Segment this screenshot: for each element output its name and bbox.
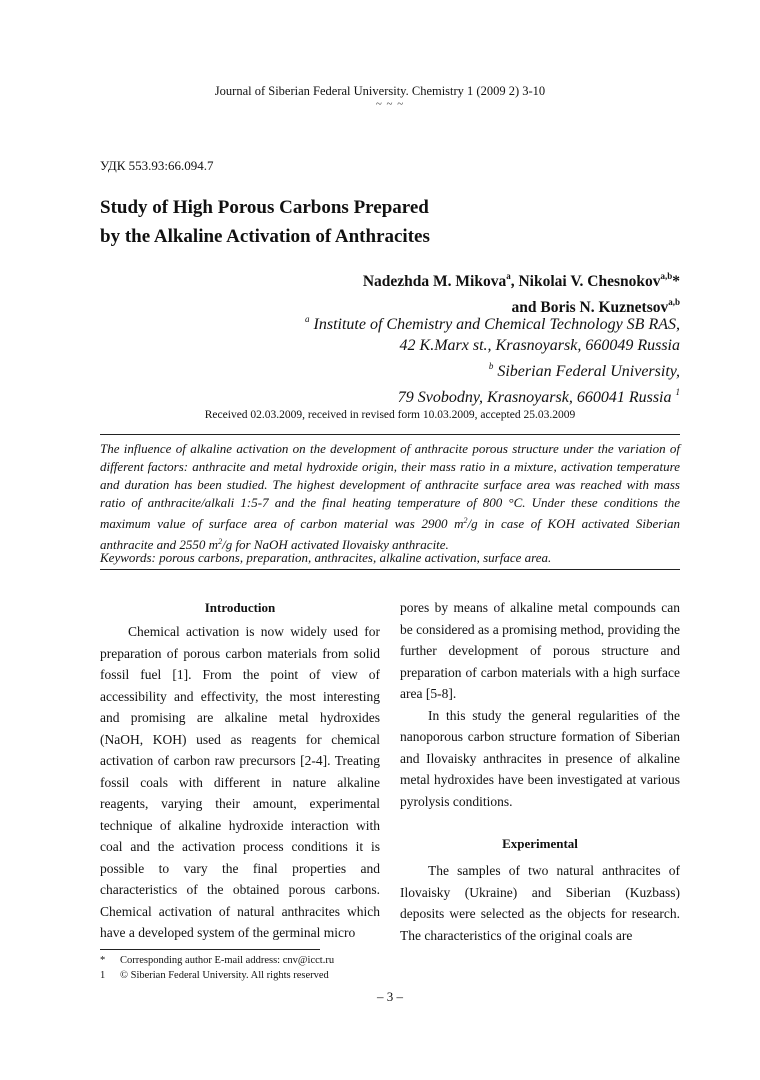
experimental-heading: Experimental	[502, 836, 578, 851]
journal-header: Journal of Siberian Federal University. Chemistry 1 (2009 2) 3-10	[214, 84, 546, 98]
section-spacer	[400, 812, 680, 833]
abstract-sup-2: 2	[218, 537, 223, 546]
introduction-paragraph-2: In this study the general regularities of the nanoporous carbon structure formation of Siberian and Ilovaisky anthracites in presence of alkaline metal hydroxides have been investigated at various pyrolysis conditions.	[400, 707, 680, 809]
udk-code: УДК 553.93:66.094.7	[100, 158, 214, 173]
right-column	[400, 597, 680, 946]
footnote-copyright	[100, 968, 334, 983]
affiliation-b-name: Siberian Federal University,	[493, 363, 680, 380]
affiliation-b-mark: b	[488, 361, 494, 371]
authors-line-1	[363, 266, 680, 292]
keywords: Keywords: porous carbons, preparation, anthracites, alkaline activation, surface area.	[100, 550, 552, 565]
abstract-text-3: /g for NaOH activated Ilovaisky anthracite.	[222, 537, 449, 552]
abstract-text-1: The influence of alkaline activation on the development of anthracite porous structure under the variation of different factors: anthracite and metal hydroxide origin, their mass ratio in a mixture, activation temperature and duration has been studied. The highest development of anthracite surface area was reached with mass ratio of anthracite/alkali 1:5-7 and the final heating temperature of 800 °C. Under these conditions the maximum value of surface area of carbon material was 2900 m	[100, 441, 680, 531]
footnotes	[100, 953, 334, 983]
abstract	[100, 440, 680, 554]
received-dates: Received 02.03.2009, received in revised form 10.03.2009, accepted 25.03.2009	[204, 409, 576, 421]
affiliation-a-name: Institute of Chemistry and Chemical Technology SB RAS,	[309, 316, 680, 333]
affiliation-b-line-1	[305, 356, 680, 382]
paper-title	[100, 193, 430, 251]
author-separator: ,	[510, 273, 519, 290]
abstract-top-rule	[100, 434, 680, 435]
footnote-corresponding	[100, 953, 334, 968]
footnote-mark-star: *	[100, 955, 106, 966]
affiliation-b-address: 79 Svobodny, Krasnoyarsk, 660041 Russia	[397, 389, 676, 406]
affiliation-a-line-2: 42 K.Marx st., Krasnoyarsk, 660049 Russia	[399, 337, 680, 354]
author-mikova-affil: a	[506, 271, 511, 281]
introduction-heading: Introduction	[204, 600, 276, 615]
page-number: – 3 –	[377, 989, 403, 1004]
experimental-paragraph-1: The samples of two natural anthracites of Ilovaisky (Ukraine) and Siberian (Kuzbass) deposits were selected as the objects for research. The characteristics of the original coals are	[400, 863, 680, 943]
left-column	[100, 597, 380, 944]
header-ornament: ~ ~ ~	[375, 98, 405, 110]
footnote-email: Corresponding author E-mail address: cnv@icct.ru	[120, 955, 335, 966]
affiliation-a-line-1	[305, 309, 680, 335]
author-mikova: Nadezhda M. Mikova	[362, 273, 507, 290]
footnote-rule	[100, 949, 320, 950]
title-line-2: by the Alkaline Activation of Anthracites	[100, 226, 430, 247]
author-kuznetsov-affil: a,b	[668, 297, 680, 307]
abstract-bottom-rule	[100, 569, 680, 570]
footnote-ref-1: 1	[675, 387, 680, 397]
affiliation-a-mark: a	[305, 314, 310, 324]
affiliations	[305, 309, 680, 408]
affiliation-b-line-2	[305, 382, 680, 408]
author-kuznetsov: Boris N. Kuznetsov	[540, 299, 669, 316]
corresponding-star: *	[672, 273, 680, 290]
author-chesnokov: Nikolai V. Chesnokov	[518, 273, 661, 290]
abstract-sup-1: 2	[463, 516, 468, 525]
title-line-1: Study of High Porous Carbons Prepared	[100, 197, 429, 218]
introduction-paragraph-1: Chemical activation is now widely used for preparation of porous carbon materials from solid fossil fuel [1]. From the point of view of accessibility and effectivity, the most interesting and promising are alkaline metal hydroxides (NaOH, KOH) used as reagents for chemical activation of carbon raw precursors [2-4]. Treating fossil coals with different in nature alkaline reagents, varying their amount, experimental technique of alkaline hydroxide interaction with coal and the activation process conditions it is possible to vary the final properties and characteristics of the obtained porous carbons. Chemical activation of natural anthracites which have a developed system of the germinal micro	[100, 624, 380, 940]
footnote-copyright-text: © Siberian Federal University. All rights reserved	[120, 970, 329, 981]
author-and: and	[511, 299, 541, 316]
author-chesnokov-affil: a,b	[660, 271, 673, 281]
introduction-paragraph-1-continued: pores by means of alkaline metal compounds can be considered as a promising method, providing the further development of porous structure and preparation of carbon materials with a high surface area [5-8].	[400, 600, 680, 701]
footnote-mark-1: 1	[100, 970, 106, 981]
abstract-text-2: /g in case of KOH activated Siberian anthracite and 2550 m	[100, 516, 680, 552]
